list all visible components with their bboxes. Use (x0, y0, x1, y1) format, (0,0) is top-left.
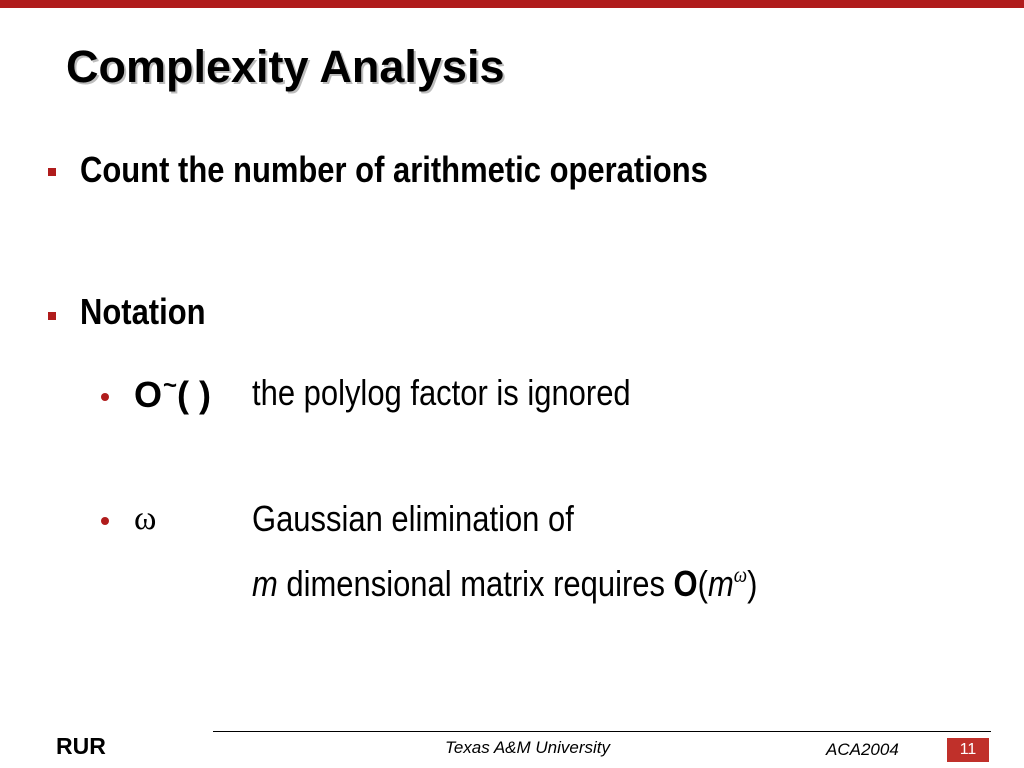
square-bullet-icon (48, 312, 56, 320)
footer-logo: RUR (56, 733, 106, 759)
footer-institution: Texas A&M University (445, 738, 611, 757)
variable-m: m (252, 563, 278, 604)
omega-symbol: ω (134, 500, 157, 537)
square-bullet-icon (48, 168, 56, 176)
big-o-letter: O (134, 374, 163, 415)
line2-text: dimensional matrix requires (277, 563, 674, 604)
omega-description-line2 (252, 562, 758, 604)
bullet-notation: Notation (80, 291, 206, 332)
footer-conference: ACA2004 (826, 740, 899, 759)
top-accent-bar (0, 0, 1024, 8)
slide-title: Complexity Analysis (66, 41, 505, 92)
close-paren: ) (747, 563, 758, 604)
page-number-badge: 11 (947, 738, 989, 762)
tilde-mark: ~ (163, 372, 178, 399)
round-bullet-icon (101, 517, 109, 525)
open-paren: ( (697, 563, 708, 604)
parentheses: ( ) (177, 374, 212, 415)
omega-exponent: ω (733, 562, 748, 587)
big-o-letter: O (673, 563, 698, 604)
soft-o-symbol (134, 374, 211, 413)
soft-o-description: the polylog factor is ignored (252, 372, 631, 413)
bullet-count-operations: Count the number of arithmetic operations (80, 149, 708, 190)
omega-description-line1: Gaussian elimination of (252, 498, 574, 539)
round-bullet-icon (101, 393, 109, 401)
variable-m: m (707, 563, 734, 604)
footer-divider (213, 731, 991, 732)
